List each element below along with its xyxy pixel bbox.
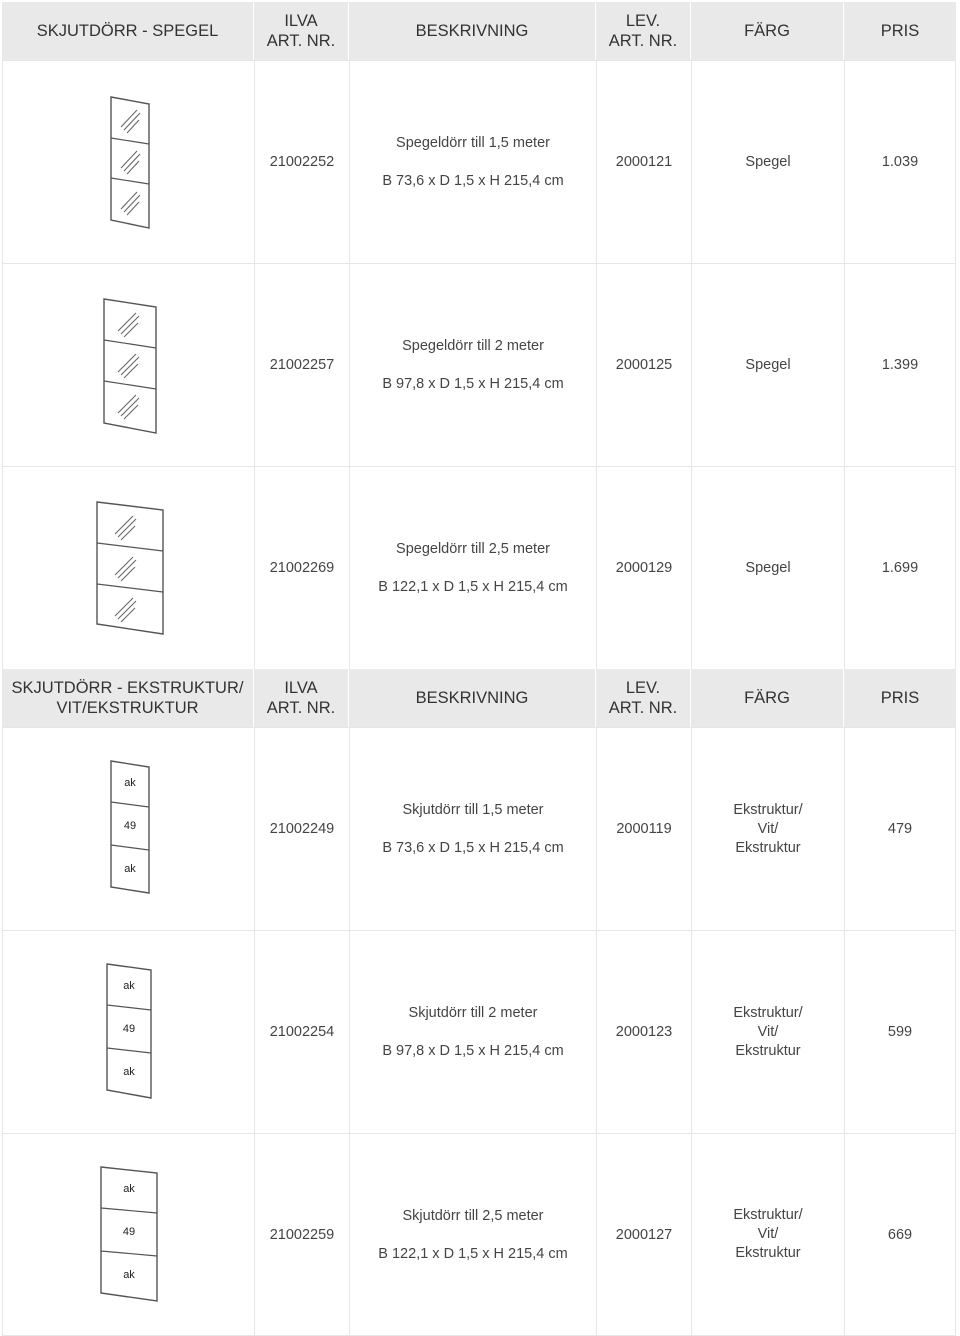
panel-label: ak — [122, 1268, 135, 1281]
color: Ekstruktur/ Vit/ Ekstruktur — [691, 930, 844, 1133]
description: Spegeldörr till 2,5 meter B 122,1 x D 1,5 x H 215,4 cm — [349, 466, 596, 669]
product-image-cell — [2, 930, 254, 1133]
product-image-cell — [2, 263, 254, 466]
mirror-door-icon — [89, 498, 169, 638]
product-image-cell — [2, 60, 254, 263]
price: 479 — [844, 727, 956, 930]
mirror-door-icon — [99, 92, 159, 232]
price: 599 — [844, 930, 956, 1133]
ilva-art-nr: 21002252 — [254, 60, 349, 263]
lev-art-nr: 2000129 — [596, 466, 691, 669]
table-row — [2, 60, 956, 263]
lev-art-nr: 2000119 — [596, 727, 691, 930]
panel-label: ak — [122, 980, 135, 992]
ilva-art-nr: 21002257 — [254, 263, 349, 466]
description: Spegeldörr till 2 meter B 97,8 x D 1,5 x H 215,4 cm — [349, 263, 596, 466]
header-lev-art-nr: LEV. ART. NR. — [596, 2, 691, 60]
color: Ekstruktur/ Vit/ Ekstruktur — [691, 1133, 844, 1336]
color: Spegel — [691, 60, 844, 263]
ilva-art-nr: 21002259 — [254, 1133, 349, 1336]
table-header — [2, 669, 956, 727]
header-ilva-art-nr: ILVA ART. NR. — [254, 669, 349, 727]
price: 1.039 — [844, 60, 956, 263]
table-row — [2, 466, 956, 669]
panel-door-icon — [97, 962, 161, 1102]
table-header — [2, 2, 956, 60]
panel-label: ak — [122, 1066, 135, 1078]
panel-door-icon — [91, 1165, 167, 1305]
description: Skjutdörr till 1,5 meter B 73,6 x D 1,5 x H 215,4 cm — [349, 727, 596, 930]
lev-art-nr: 2000127 — [596, 1133, 691, 1336]
panel-label: 49 — [123, 820, 136, 832]
description: Spegeldörr till 1,5 meter B 73,6 x D 1,5 x H 215,4 cm — [349, 60, 596, 263]
header-price: PRIS — [844, 669, 956, 727]
panel-door-icon — [99, 759, 159, 899]
description: Skjutdörr till 2 meter B 97,8 x D 1,5 x H 215,4 cm — [349, 930, 596, 1133]
price: 1.399 — [844, 263, 956, 466]
table-row — [2, 930, 956, 1133]
header-price: PRIS — [844, 2, 956, 60]
ilva-art-nr: 21002249 — [254, 727, 349, 930]
color: Spegel — [691, 466, 844, 669]
table-row — [2, 727, 956, 930]
header-lev-art-nr: LEV. ART. NR. — [596, 669, 691, 727]
panel-label: ak — [122, 1182, 135, 1195]
price: 1.699 — [844, 466, 956, 669]
price: 669 — [844, 1133, 956, 1336]
color: Ekstruktur/ Vit/ Ekstruktur — [691, 727, 844, 930]
ilva-art-nr: 21002254 — [254, 930, 349, 1133]
panel-label: 49 — [122, 1225, 135, 1238]
color: Spegel — [691, 263, 844, 466]
header-description: BESKRIVNING — [349, 2, 596, 60]
section-mirror-doors — [2, 2, 956, 669]
header-ilva-art-nr: ILVA ART. NR. — [254, 2, 349, 60]
header-product-name: SKJUTDÖRR - EKSTRUKTUR/ VIT/EKSTRUKTUR — [2, 669, 254, 727]
mirror-doors-table — [2, 2, 956, 669]
mirror-door-icon — [94, 295, 164, 435]
structure-doors-table — [2, 669, 956, 1336]
header-description: BESKRIVNING — [349, 669, 596, 727]
lev-art-nr: 2000123 — [596, 930, 691, 1133]
description: Skjutdörr till 2,5 meter B 122,1 x D 1,5 x H 215,4 cm — [349, 1133, 596, 1336]
lev-art-nr: 2000121 — [596, 60, 691, 263]
panel-label: 49 — [122, 1023, 135, 1035]
lev-art-nr: 2000125 — [596, 263, 691, 466]
product-image-cell — [2, 727, 254, 930]
price-list-page — [2, 2, 956, 1334]
header-color: FÄRG — [691, 2, 844, 60]
table-row — [2, 263, 956, 466]
panel-label: ak — [123, 863, 136, 875]
product-image-cell — [2, 1133, 254, 1336]
ilva-art-nr: 21002269 — [254, 466, 349, 669]
header-product-name: SKJUTDÖRR - SPEGEL — [2, 2, 254, 60]
table-row — [2, 1133, 956, 1336]
header-color: FÄRG — [691, 669, 844, 727]
section-structure-doors — [2, 669, 956, 1336]
panel-label: ak — [123, 777, 136, 789]
product-image-cell — [2, 466, 254, 669]
